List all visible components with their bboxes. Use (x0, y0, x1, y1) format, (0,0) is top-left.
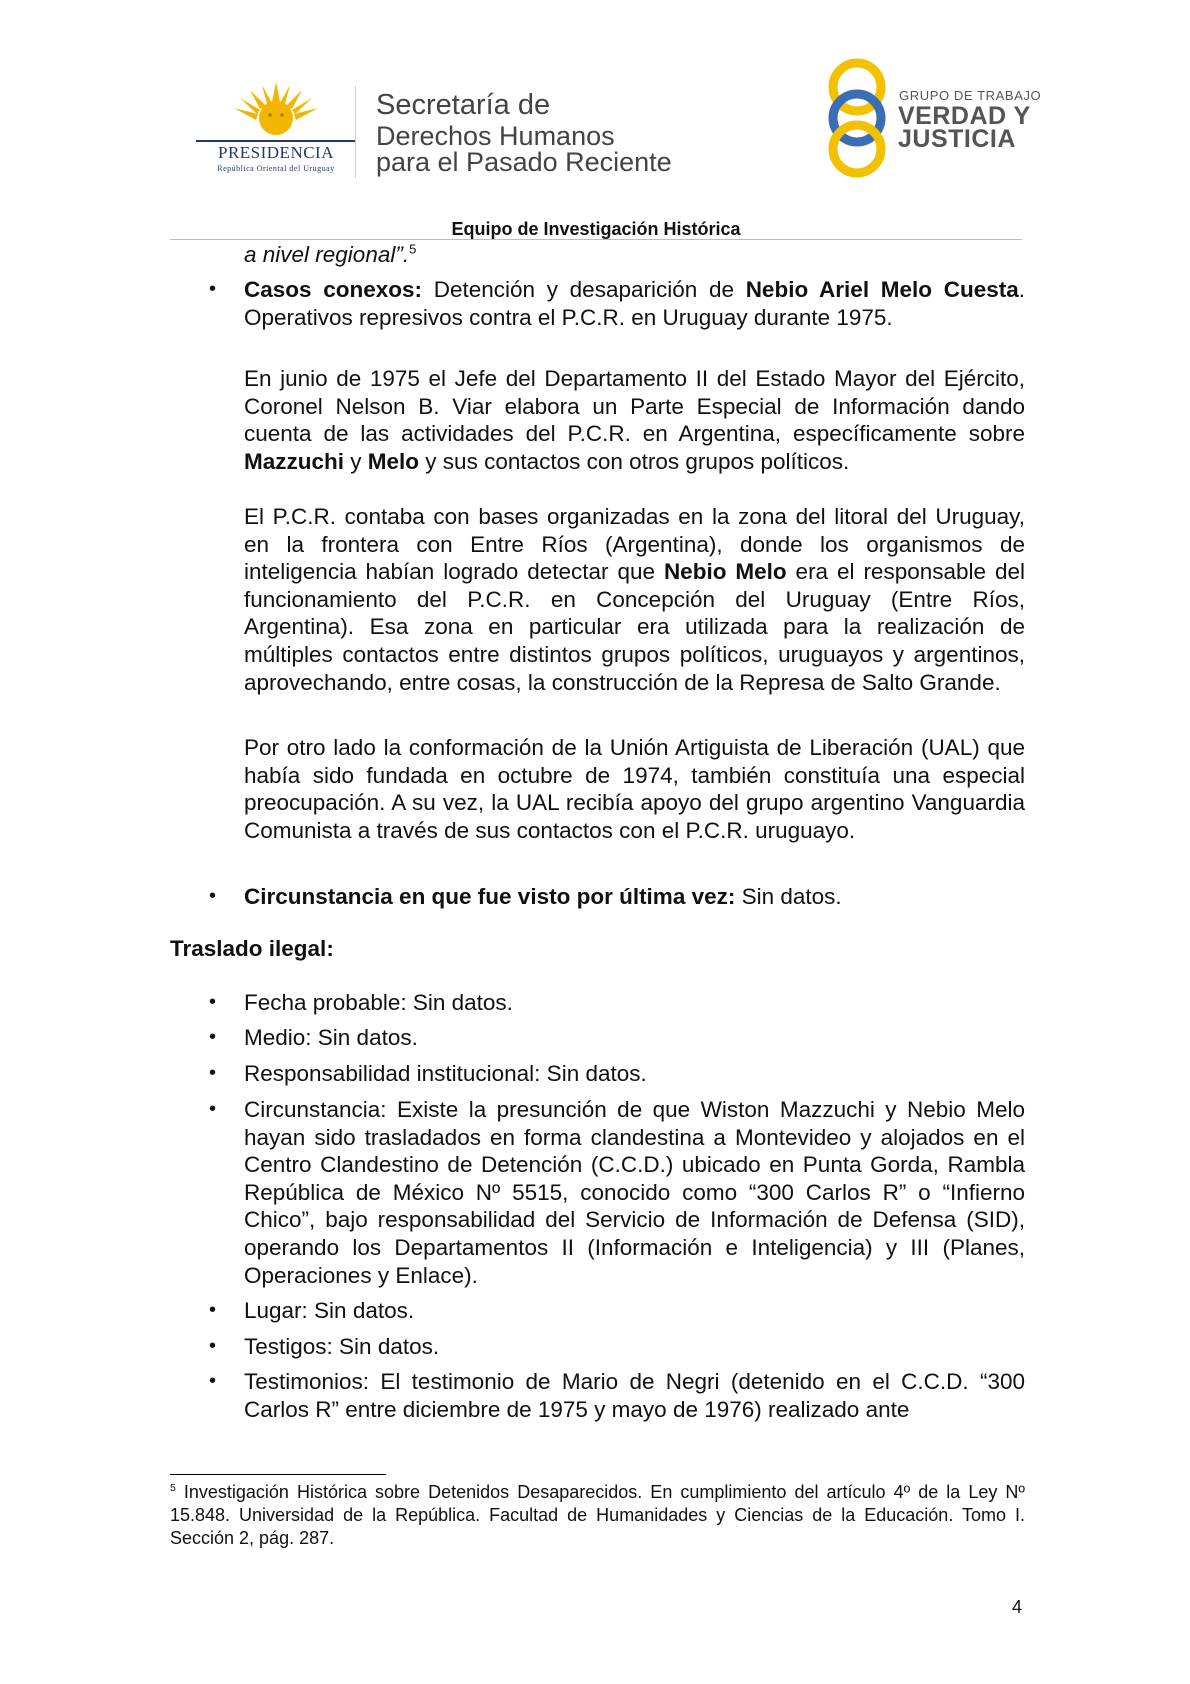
footnote (170, 1481, 1025, 1551)
secretaria-line-3: para el Pasado Reciente (376, 147, 672, 177)
footnote-text: Investigación Histórica sobre Detenidos Desaparecidos. En cumplimiento del artículo 4º de la Ley Nº 15.848. Universidad de la República. Facultad de Humanidades y Ciencias de la Educación. Tomo I. Sección 2, pág. 287. (170, 1482, 1025, 1549)
secretaria-line-1: Secretaría de (376, 89, 551, 121)
circunstancia-visto (244, 883, 1025, 911)
traslado-responsabilidad: Responsabilidad institucional: Sin datos. (244, 1061, 647, 1086)
paragraph-1-text-2: y (344, 448, 368, 474)
bullet-marker: • (209, 1335, 217, 1357)
casos-text-1: Detención y desaparición de (422, 277, 746, 302)
traslado-testigos: Testigos: Sin datos. (244, 1334, 440, 1359)
casos-name: Nebio Ariel Melo Cuesta (745, 277, 1019, 302)
presidencia-divider (196, 140, 356, 142)
paragraph-1 (244, 365, 1025, 475)
presidencia-subtitle: República Oriental del Uruguay (217, 164, 335, 173)
sun-of-may-icon (196, 82, 356, 142)
intro-quote (244, 241, 1025, 269)
verdad-justicia-logo (824, 56, 890, 180)
grupo-small-label: GRUPO DE TRABAJO (899, 88, 1042, 103)
casos-label: Casos conexos: (244, 277, 423, 302)
traslado-testimonios: Testimonios: El testimonio de Mario de Negri (detenido en el C.C.D. “300 Carlos R” entre diciembre de 1975 y mayo de 1976) realizado ante (244, 1369, 1025, 1422)
paragraph-2-text-2: era el responsable del funcionamiento del P.C.R. en Concepción del Uruguay (Entre Ríos, Argentina). Esa zona en particular era utilizada para la realización de múltiples contactos entre distintos grupos políticos, uruguayos y argentinos, aprovechando, entre cosas, la construcción de la Represa de Salto Grande. (244, 559, 1025, 695)
traslado-lugar: Lugar: Sin datos. (244, 1298, 415, 1323)
intro-text: a nivel regional”. (244, 242, 410, 267)
bullet-marker: • (209, 1098, 217, 1120)
paragraph-2-bold-1: Nebio Melo (663, 559, 787, 585)
bullet-marker: • (209, 885, 217, 907)
bullet-marker: • (209, 278, 217, 300)
paragraph-1-bold-2: Melo (367, 448, 420, 474)
traslado-circunstancia: Circunstancia: Existe la presunción de que Wiston Mazzuchi y Nebio Melo hayan sido trasladados en forma clandestina a Montevideo y alojados en el Centro Clandestino de Detención (C.C.D.) ubicado en Punta Gorda, Rambla República de México Nº 5515, conocido como “300 Carlos R” o “Infierno Chico”, bajo responsabilidad del Servicio de Información de Defensa (SID), operando los Departamentos II (Información e Inteligencia) y III (Planes, Operaciones y Enlace). (244, 1097, 1025, 1288)
bullet-marker: • (209, 1299, 217, 1321)
bullet-marker: • (209, 991, 217, 1013)
paragraph-2 (244, 503, 1025, 696)
header-rule (170, 239, 1022, 240)
paragraph-1-text-1: En junio de 1975 el Jefe del Departamento II del Estado Mayor del Ejército, Coronel Nelson B. Viar elabora un Parte Especial de Información dando cuenta de las actividades del P.C.R. en Argentina, específicamente sobre (244, 366, 1025, 447)
grupo-title-2: JUSTICIA (898, 125, 1016, 153)
traslado-medio: Medio: Sin datos. (244, 1025, 418, 1050)
header-logo-divider (355, 86, 356, 178)
paragraph-1-bold-1: Mazzuchi (244, 448, 345, 474)
circunstancia-visto-label: Circunstancia en que fue visto por última vez: (244, 884, 736, 909)
casos-text-2: . Operativos represivos contra el P.C.R. en Uruguay durante 1975. (244, 277, 1026, 330)
presidencia-name: PRESIDENCIA (217, 143, 334, 162)
bullet-marker: • (209, 1026, 217, 1048)
paragraph-2-text-1: El P.C.R. contaba con bases organizadas en la zona del litoral del Uruguay, en la frontera con Entre Ríos (Argentina), donde los organismos de inteligencia habían logrado detectar que (244, 504, 1025, 585)
footnote-ref: 5 (409, 241, 417, 257)
grupo-title-1: VERDAD Y (898, 102, 1031, 130)
paragraph-3: Por otro lado la conformación de la Unión Artiguista de Liberación (UAL) que había sido fundada en octubre de 1974, también constituía una especial preocupación. A su vez, la UAL recibía apoyo del grupo argentino Vanguardia Comunista a través de sus contactos con el P.C.R. uruguayo. (244, 735, 1025, 843)
circunstancia-visto-value: Sin datos. (735, 884, 842, 909)
footnote-rule (170, 1474, 386, 1475)
page-number: 4 (1012, 1597, 1023, 1617)
traslado-fecha: Fecha probable: Sin datos. (244, 990, 513, 1015)
linked-rings-icon (824, 56, 890, 180)
team-title: Equipo de Investigación Histórica (451, 219, 741, 239)
footnote-mark: 5 (170, 1483, 176, 1494)
paragraph-1-text-3: y sus contactos con otros grupos políticos. (419, 448, 850, 474)
secretaria-line-2: Derechos Humanos (376, 121, 615, 151)
casos-conexos (244, 276, 1025, 331)
bullet-marker: • (209, 1370, 217, 1392)
traslado-heading: Traslado ilegal: (170, 936, 334, 961)
bullet-marker: • (209, 1062, 217, 1084)
